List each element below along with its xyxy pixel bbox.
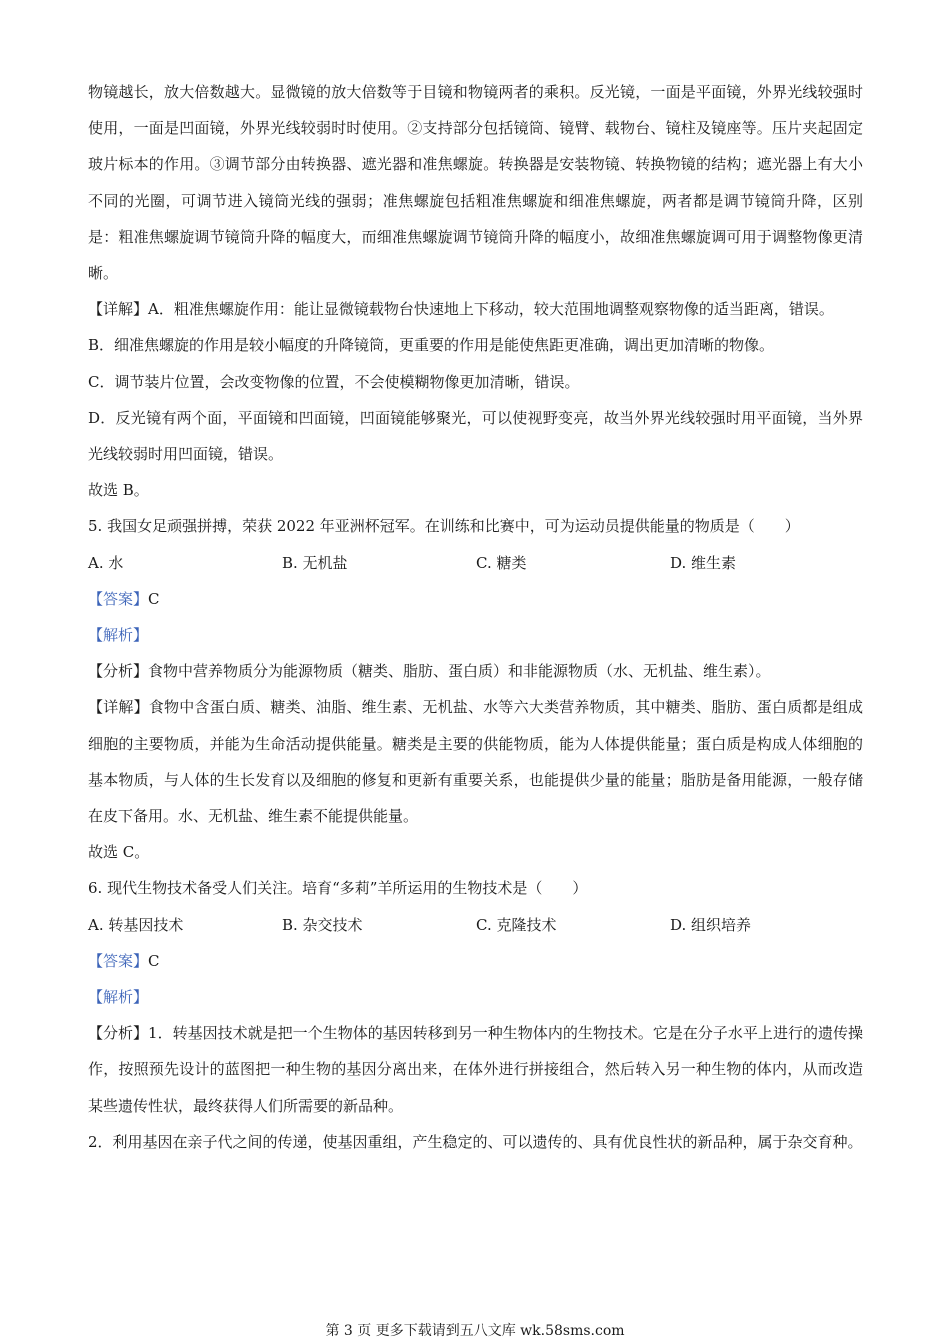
- q6-stem: 6. 现代生物技术备受人们关注。培育“多莉”羊所运用的生物技术是（ ）: [88, 879, 588, 898]
- q5-analysis-heading: [88, 617, 863, 653]
- detail-tag: 【详解】: [88, 698, 149, 717]
- fenxi-text: 1．转基因技术就是把一个生物体的基因转移到另一种生物体内的生物技术。它是在分子水平上进行的遗传操作，按照预先设计的蓝图把一种生物的基因分离出来，在体外进行拼接组合，然后转入另一种生物的体内，从而改造某些遗传性状，最终获得人们所需要的新品种。: [88, 1024, 863, 1115]
- q5-option-b: B. 无机盐: [282, 553, 348, 572]
- detail-tag: 【详解】: [88, 300, 149, 319]
- q4-detail-d: D．反光镜有两个面，平面镜和凹面镜，凹面镜能够聚光，可以使视野变亮，故当外界光线较强时用平面镜，当外界光线较弱时用凹面镜，错误。: [88, 408, 863, 464]
- q6-answer: [88, 943, 863, 979]
- q6-option-a: A. 转基因技术: [88, 915, 184, 934]
- q5-fenxi: [88, 653, 863, 689]
- q6-options: [88, 907, 863, 943]
- q6-fenxi-2: 2．利用基因在亲子代之间的传递，使基因重组，产生稳定的、可以遗传的、具有优良性状的新品种，属于杂交育种。: [88, 1132, 863, 1151]
- q5-option-c: C. 糖类: [476, 553, 527, 572]
- paragraph-microscope-structure: 物镜越长，放大倍数越大。显微镜的放大倍数等于目镜和物镜两者的乘积。反光镜，一面是平面镜，外界光线较强时使用，一面是凹面镜，外界光线较弱时时使用。②支持部分包括镜筒、镜臂、载物台、镜柱及镜座等。压片夹起固定玻片标本的作用。③调节部分由转换器、遮光器和准焦螺旋。转换器是安装物镜、转换物镜的结构；遮光器上有大小不同的光圈，可调节进入镜筒光线的强弱；准焦螺旋包括粗准焦螺旋和细准焦螺旋，两者都是调节镜筒升降，区别是：粗准焦螺旋调节镜筒升降的幅度大，而细准焦螺旋调节镜筒升降的幅度小，故细准焦螺旋调可用于调整物像更清晰。: [88, 83, 863, 283]
- detail-text: 食物中含蛋白质、糖类、油脂、维生素、无机盐、水等六大类营养物质，其中糖类、脂肪、蛋白质都是组成细胞的主要物质，并能为生命活动提供能量。糖类是主要的供能物质，能为人体提供能量；蛋白质是构成人体细胞的基本物质，与人体的生长发育以及细胞的修复和更新有重要关系，也能提供少量的能量；脂肪是备用能源，一般存储在皮下备用。水、无机盐、维生素不能提供能量。: [88, 698, 863, 826]
- fenxi-tag: 【分析】: [88, 1024, 149, 1043]
- q5-detail: [88, 689, 863, 834]
- q5-options: [88, 545, 863, 581]
- page-footer: 第 3 页 更多下载请到五八文库 wk.58sms.com: [325, 1323, 625, 1339]
- analysis-tag: 【解析】: [88, 988, 149, 1007]
- q6-fenxi-1: [88, 1015, 863, 1124]
- document-body: [88, 74, 863, 1160]
- q6-option-b: B. 杂交技术: [282, 915, 363, 934]
- q6-option-c: C. 克隆技术: [476, 915, 557, 934]
- q6-analysis-heading: [88, 979, 863, 1015]
- fenxi-text: 食物中营养物质分为能源物质（糖类、脂肪、蛋白质）和非能源物质（水、无机盐、维生素）。: [148, 662, 771, 681]
- answer-value: C: [148, 589, 160, 608]
- q6-option-d: D. 组织培养: [670, 915, 752, 934]
- fenxi-tag: 【分析】: [88, 662, 149, 681]
- analysis-tag: 【解析】: [88, 626, 149, 645]
- q5-conclusion: 故选 C。: [88, 843, 150, 862]
- q5-stem: 5. 我国女足顽强拼搏，荣获 2022 年亚洲杯冠军。在训练和比赛中，可为运动员提供能量的物质是（ ）: [88, 517, 800, 536]
- q4-detail-b: B．细准焦螺旋的作用是较小幅度的升降镜筒，更重要的作用是能使焦距更准确，调出更加清晰的物像。: [88, 336, 775, 355]
- answer-tag: 【答案】: [88, 951, 149, 970]
- detail-text: A．粗准焦螺旋作用：能让显微镜载物台快速地上下移动，较大范围地调整观察物像的适当距离，错误。: [148, 300, 834, 319]
- q4-conclusion: 故选 B。: [88, 481, 149, 500]
- answer-tag: 【答案】: [88, 589, 149, 608]
- q4-detail-c: C．调节装片位置，会改变物像的位置，不会使模糊物像更加清晰，错误。: [88, 372, 580, 391]
- q4-detail-a: [88, 291, 863, 327]
- q5-option-a: A. 水: [88, 553, 124, 572]
- q5-answer: [88, 581, 863, 617]
- q5-option-d: D. 维生素: [670, 553, 737, 572]
- answer-value: C: [148, 951, 160, 970]
